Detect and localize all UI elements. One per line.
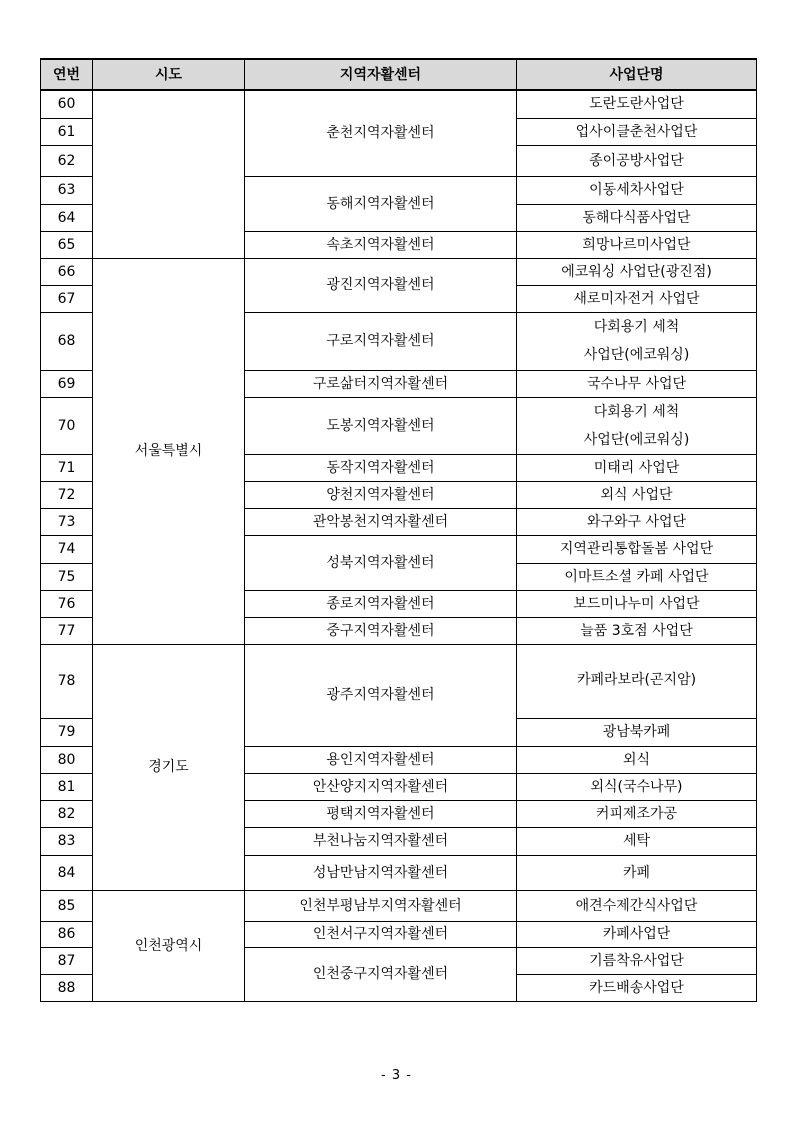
row-number: 77 xyxy=(41,617,93,644)
row-number: 60 xyxy=(41,90,93,118)
project-cell: 도란도란사업단 xyxy=(517,90,757,118)
col-header-num: 연번 xyxy=(41,59,93,90)
project-cell: 새로미자전거 사업단 xyxy=(517,285,757,312)
center-cell: 인천부평남부지역자활센터 xyxy=(245,890,517,921)
center-cell: 부천나눔지역자활센터 xyxy=(245,827,517,855)
page-number: - 3 - xyxy=(381,1068,412,1083)
project-cell: 희망나르미사업단 xyxy=(517,231,757,258)
row-number: 61 xyxy=(41,118,93,145)
project-cell: 업사이클춘천사업단 xyxy=(517,118,757,145)
project-cell: 커피제조가공 xyxy=(517,800,757,827)
row-number: 62 xyxy=(41,145,93,176)
center-cell: 동해지역자활센터 xyxy=(245,176,517,231)
row-number: 82 xyxy=(41,800,93,827)
project-cell: 보드미나누미 사업단 xyxy=(517,590,757,617)
project-cell xyxy=(517,397,757,454)
center-cell: 평택지역자활센터 xyxy=(245,800,517,827)
row-number: 87 xyxy=(41,947,93,974)
center-cell: 성북지역자활센터 xyxy=(245,535,517,590)
row-number: 69 xyxy=(41,370,93,397)
project-cell: 카페사업단 xyxy=(517,921,757,947)
project-cell: 애견수제간식사업단 xyxy=(517,890,757,921)
center-cell: 구로지역자활센터 xyxy=(245,312,517,370)
project-cell: 와구와구 사업단 xyxy=(517,508,757,535)
project-cell: 외식(국수나무) xyxy=(517,773,757,800)
sido-cell xyxy=(93,90,245,258)
project-line: 다회용기 세척 xyxy=(593,319,680,335)
center-cell: 인천중구지역자활센터 xyxy=(245,947,517,1001)
project-cell xyxy=(517,312,757,370)
project-cell: 카드배송사업단 xyxy=(517,974,757,1001)
center-cell: 구로삶터지역자활센터 xyxy=(245,370,517,397)
project-cell: 이마트소셜 카페 사업단 xyxy=(517,563,757,590)
table-row xyxy=(41,644,757,718)
row-number: 67 xyxy=(41,285,93,312)
row-number: 68 xyxy=(41,312,93,370)
table-row xyxy=(41,90,757,118)
project-cell: 광남북카페 xyxy=(517,718,757,746)
row-number: 64 xyxy=(41,204,93,231)
project-cell: 동해다식품사업단 xyxy=(517,204,757,231)
sido-cell: 서울특별시 xyxy=(93,258,245,644)
row-number: 72 xyxy=(41,481,93,508)
center-cell: 성남만남지역자활센터 xyxy=(245,855,517,890)
row-number: 66 xyxy=(41,258,93,285)
row-number: 75 xyxy=(41,563,93,590)
row-number: 88 xyxy=(41,974,93,1001)
center-cell: 용인지역자활센터 xyxy=(245,746,517,773)
project-cell: 외식 사업단 xyxy=(517,481,757,508)
project-cell: 기름착유사업단 xyxy=(517,947,757,974)
project-cell: 외식 xyxy=(517,746,757,773)
project-cell: 미태리 사업단 xyxy=(517,454,757,481)
row-number: 80 xyxy=(41,746,93,773)
table-row xyxy=(41,890,757,921)
row-number: 73 xyxy=(41,508,93,535)
center-cell: 관악봉천지역자활센터 xyxy=(245,508,517,535)
project-cell: 국수나무 사업단 xyxy=(517,370,757,397)
row-number: 85 xyxy=(41,890,93,921)
center-table xyxy=(40,58,757,1002)
row-number: 86 xyxy=(41,921,93,947)
project-cell: 이동세차사업단 xyxy=(517,176,757,204)
col-header-sido: 시도 xyxy=(93,59,245,90)
center-cell: 종로지역자활센터 xyxy=(245,590,517,617)
row-number: 81 xyxy=(41,773,93,800)
center-cell: 광진지역자활센터 xyxy=(245,258,517,312)
project-cell: 늘품 3호점 사업단 xyxy=(517,617,757,644)
col-header-center: 지역자활센터 xyxy=(245,59,517,90)
project-cell: 카페라보라(곤지암) xyxy=(517,644,757,718)
center-cell: 도봉지역자활센터 xyxy=(245,397,517,454)
row-number: 70 xyxy=(41,397,93,454)
center-cell: 양천지역자활센터 xyxy=(245,481,517,508)
header-row xyxy=(41,59,757,90)
center-cell: 인천서구지역자활센터 xyxy=(245,921,517,947)
project-line: 사업단(에코워싱) xyxy=(583,431,690,448)
project-cell: 에코워싱 사업단(광진점) xyxy=(517,258,757,285)
row-number: 83 xyxy=(41,827,93,855)
col-header-project: 사업단명 xyxy=(517,59,757,90)
center-cell: 안산양지지역자활센터 xyxy=(245,773,517,800)
row-number: 65 xyxy=(41,231,93,258)
project-line: 사업단(에코워싱) xyxy=(583,347,690,363)
project-cell: 종이공방사업단 xyxy=(517,145,757,176)
row-number: 76 xyxy=(41,590,93,617)
sido-cell: 경기도 xyxy=(93,644,245,890)
row-number: 79 xyxy=(41,718,93,746)
center-cell: 동작지역자활센터 xyxy=(245,454,517,481)
center-cell: 속초지역자활센터 xyxy=(245,231,517,258)
project-cell: 세탁 xyxy=(517,827,757,855)
row-number: 78 xyxy=(41,644,93,718)
center-cell: 광주지역자활센터 xyxy=(245,644,517,746)
row-number: 71 xyxy=(41,454,93,481)
sido-cell: 인천광역시 xyxy=(93,890,245,1001)
project-cell: 카페 xyxy=(517,855,757,890)
row-number: 74 xyxy=(41,535,93,563)
project-line: 다회용기 세척 xyxy=(593,403,680,420)
row-number: 63 xyxy=(41,176,93,204)
center-cell: 춘천지역자활센터 xyxy=(245,90,517,176)
row-number: 84 xyxy=(41,855,93,890)
table-row xyxy=(41,258,757,285)
project-cell: 지역관리통합돌봄 사업단 xyxy=(517,535,757,563)
center-cell: 중구지역자활센터 xyxy=(245,617,517,644)
